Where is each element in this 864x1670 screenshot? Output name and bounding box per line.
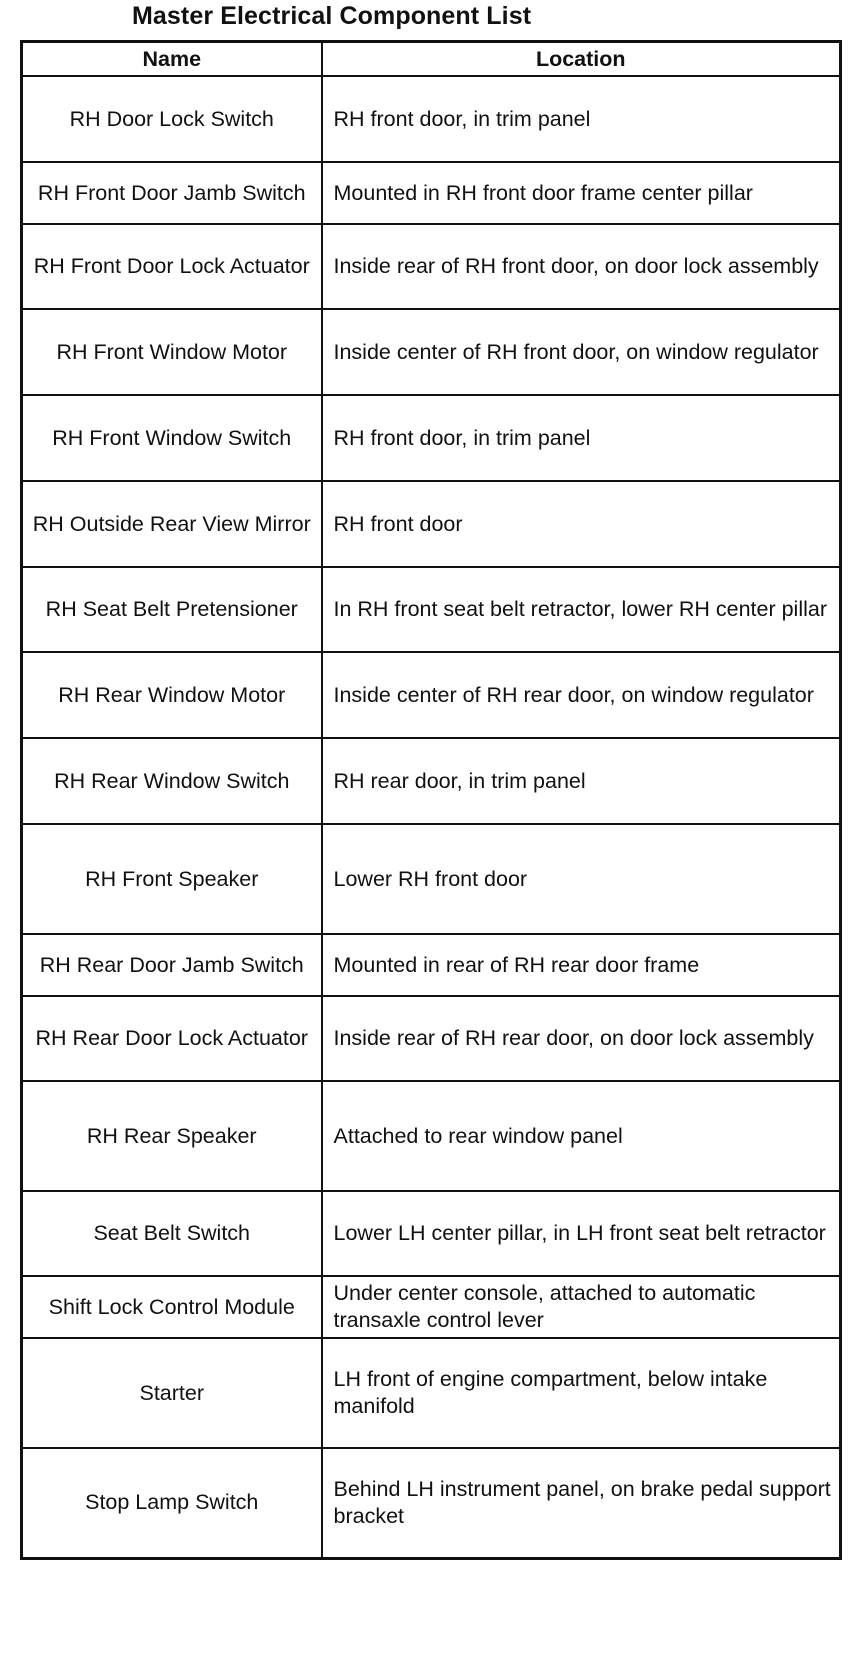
component-name: RH Front Door Lock Actuator <box>22 224 322 309</box>
page-title: Master Electrical Component List <box>132 2 532 30</box>
component-location: RH front door <box>322 481 841 567</box>
table-row <box>22 652 841 738</box>
component-name: RH Rear Door Lock Actuator <box>22 996 322 1081</box>
component-name: RH Front Window Switch <box>22 395 322 481</box>
table-row <box>22 824 841 934</box>
column-header-location: Location <box>322 42 841 77</box>
component-location: Inside rear of RH front door, on door lock assembly <box>322 224 841 309</box>
component-location: Mounted in RH front door frame center pillar <box>322 162 841 224</box>
component-name: Shift Lock Control Module <box>22 1276 322 1338</box>
component-location: Mounted in rear of RH rear door frame <box>322 934 841 996</box>
table-row <box>22 1191 841 1276</box>
component-name: RH Door Lock Switch <box>22 76 322 162</box>
component-location: RH front door, in trim panel <box>322 76 841 162</box>
column-header-name: Name <box>22 42 322 77</box>
component-location: Behind LH instrument panel, on brake pedal support bracket <box>322 1448 841 1558</box>
table-header-row <box>22 42 841 77</box>
table-row <box>22 1448 841 1558</box>
table-row <box>22 395 841 481</box>
table-row <box>22 1081 841 1191</box>
component-location: RH front door, in trim panel <box>322 395 841 481</box>
component-name: RH Rear Speaker <box>22 1081 322 1191</box>
table-row <box>22 162 841 224</box>
component-name: Starter <box>22 1338 322 1448</box>
component-name: Seat Belt Switch <box>22 1191 322 1276</box>
component-name: Stop Lamp Switch <box>22 1448 322 1558</box>
component-location: Inside rear of RH rear door, on door lock assembly <box>322 996 841 1081</box>
component-name: RH Rear Window Motor <box>22 652 322 738</box>
table-row <box>22 996 841 1081</box>
component-location: RH rear door, in trim panel <box>322 738 841 824</box>
component-location: Inside center of RH rear door, on window regulator <box>322 652 841 738</box>
component-location: In RH front seat belt retractor, lower RH center pillar <box>322 567 841 652</box>
component-location: Lower RH front door <box>322 824 841 934</box>
component-location: Attached to rear window panel <box>322 1081 841 1191</box>
table-row <box>22 224 841 309</box>
component-name: RH Seat Belt Pretensioner <box>22 567 322 652</box>
component-name: RH Rear Window Switch <box>22 738 322 824</box>
component-name: RH Front Door Jamb Switch <box>22 162 322 224</box>
component-location: Lower LH center pillar, in LH front seat belt retractor <box>322 1191 841 1276</box>
component-name: RH Outside Rear View Mirror <box>22 481 322 567</box>
component-name: RH Rear Door Jamb Switch <box>22 934 322 996</box>
component-name: RH Front Speaker <box>22 824 322 934</box>
table-row <box>22 481 841 567</box>
component-location: Under center console, attached to automatic transaxle control lever <box>322 1276 841 1338</box>
table-row <box>22 76 841 162</box>
component-location: Inside center of RH front door, on window regulator <box>322 309 841 395</box>
table-row <box>22 934 841 996</box>
table-row <box>22 309 841 395</box>
table-row <box>22 567 841 652</box>
component-location: LH front of engine compartment, below intake manifold <box>322 1338 841 1448</box>
component-table <box>20 40 842 1560</box>
table-row <box>22 1276 841 1338</box>
table-row <box>22 738 841 824</box>
component-name: RH Front Window Motor <box>22 309 322 395</box>
table-row <box>22 1338 841 1448</box>
